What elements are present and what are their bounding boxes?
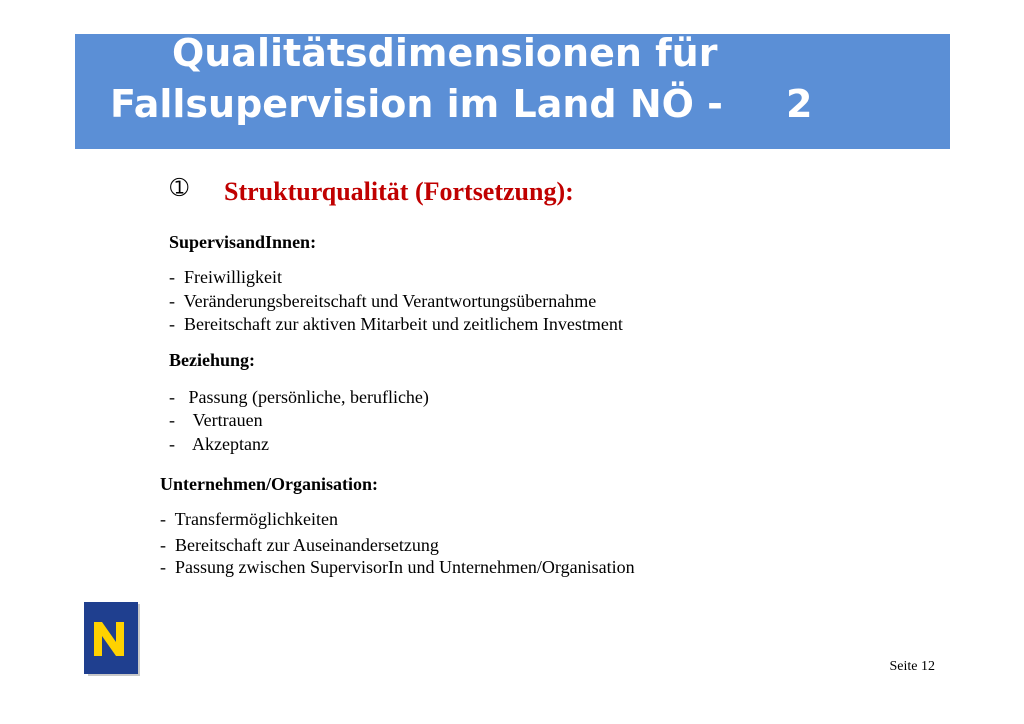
heading-supervisanden: SupervisandInnen: <box>169 232 317 252</box>
list-item: - Bereitschaft zur Auseinandersetzung <box>160 535 439 555</box>
circled-digit-one-icon: ➀ <box>170 176 189 201</box>
list-item: - Vertrauen <box>169 410 263 430</box>
list-item: - Freiwilligkeit <box>169 267 282 287</box>
page-title-line-1: Qualitätsdimensionen für <box>172 31 718 75</box>
page-title-number: 2 <box>786 82 813 126</box>
heading-beziehung: Beziehung: <box>169 350 256 370</box>
list-item: - Akzeptanz <box>169 434 269 454</box>
list-item: - Passung (persönliche, berufliche) <box>169 387 429 407</box>
heading-unternehmen: Unternehmen/Organisation: <box>160 474 378 494</box>
page-title-line-2: Fallsupervision im Land NÖ - <box>110 82 723 126</box>
list-item: - Veränderungsbereitschaft und Verantwortungsübernahme <box>169 291 597 311</box>
list-item: - Passung zwischen SupervisorIn und Unternehmen/Organisation <box>160 557 635 577</box>
page-number: Seite 12 <box>889 659 935 674</box>
list-item: - Transfermöglichkeiten <box>160 509 338 529</box>
noe-logo-icon <box>82 602 142 678</box>
list-item: - Bereitschaft zur aktiven Mitarbeit und zeitlichem Investment <box>169 314 623 334</box>
section-title: Strukturqualität (Fortsetzung): <box>224 177 574 206</box>
